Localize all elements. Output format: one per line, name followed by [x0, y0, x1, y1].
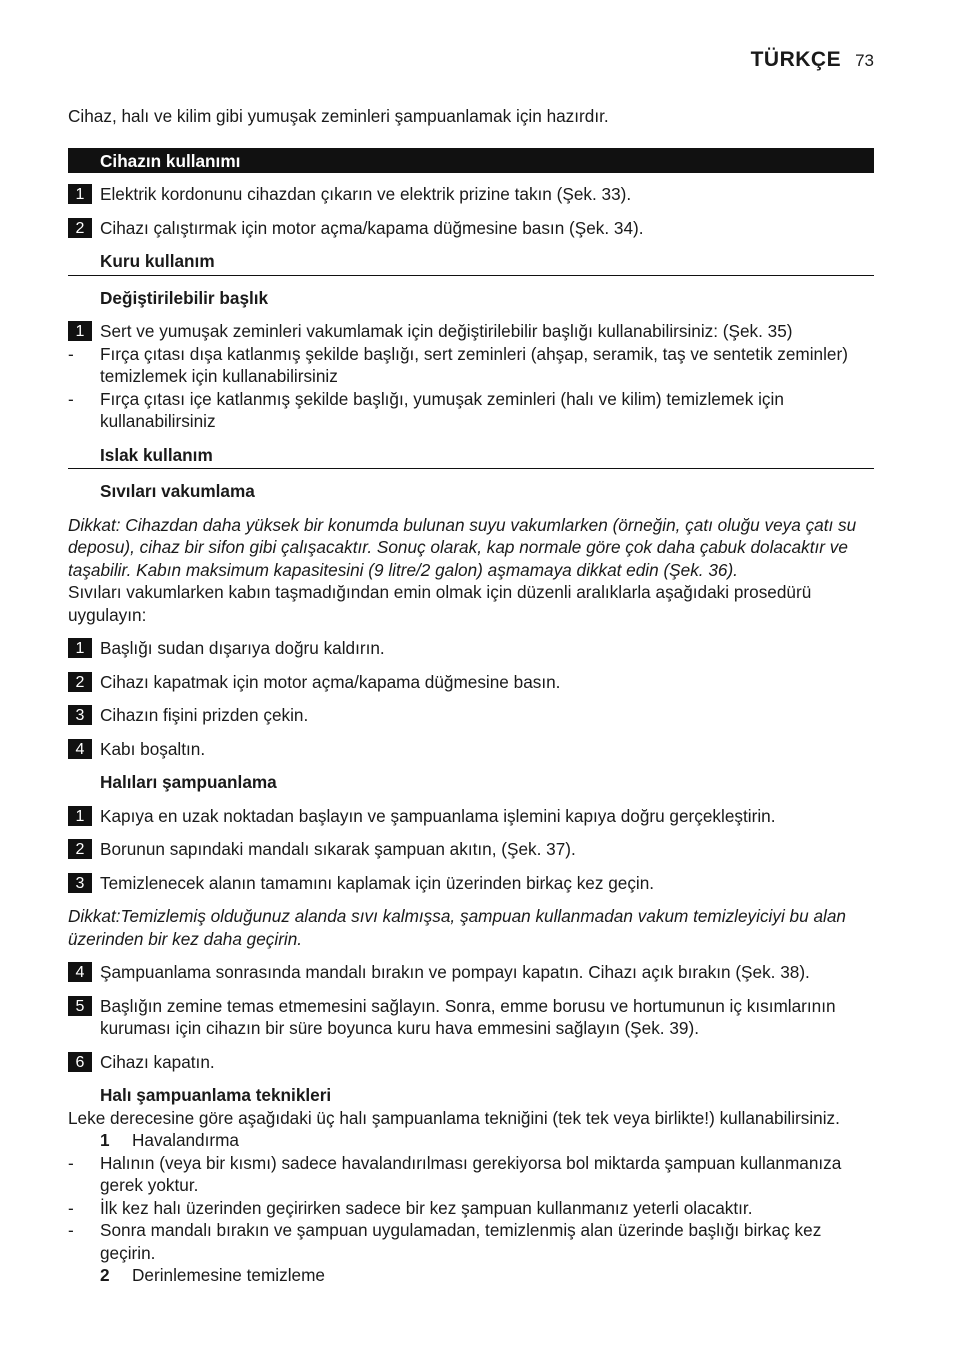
step-text: Cihazı kapatın.: [100, 1051, 215, 1072]
step-number: 6: [68, 1052, 92, 1072]
page-header: [751, 48, 874, 72]
techniques-intro: Leke derecesine göre aşağıdaki üç halı şampuanlama tekniğini (tek tek veya birlikte!) kullanabilirsiniz.: [68, 1107, 840, 1128]
step-text: Cihazın fişini prizden çekin.: [100, 705, 309, 725]
liquid-step-3: [68, 704, 874, 727]
bullet-item: [68, 1197, 874, 1220]
liquid-step-2: [68, 671, 874, 694]
carpet-step-2: [68, 838, 874, 861]
step-number: 3: [68, 873, 92, 893]
bullet-text: Sonra mandalı bırakın ve şampuan uygulamadan, temizlenmiş alan üzerinde başlığı birkaç kez geçirin.: [100, 1220, 822, 1263]
step-number: 3: [68, 705, 92, 725]
carpet-step-6: [68, 1051, 874, 1074]
technique-number: 2: [100, 1265, 110, 1285]
carpet-step-5: [68, 995, 874, 1040]
usage-step-1: [68, 183, 874, 206]
bullet-item: [68, 1152, 874, 1197]
step-number: 1: [68, 321, 92, 341]
language-label: TÜRKÇE: [750, 48, 842, 71]
step-text: Şampuanlama sonrasında mandalı bırakın ve pompayı kapatın. Cihazı açık bırakın (Şek. 38).: [100, 962, 810, 982]
section-band-usage: Cihazın kullanımı: [68, 148, 874, 174]
bullet-text: Halının (veya bir kısmı) sadece havalandırılması gerekiyorsa bol miktarda şampuan kullanmanıza gerek yoktur.: [100, 1152, 842, 1195]
caution-residual-liquid: Dikkat:Temizlemiş olduğunuz alanda sıvı kalmışsa, şampuan kullanmadan vakum temizleyiciyi bu alan üzerinden bir kez daha geçirin.: [68, 906, 846, 949]
step-number: 5: [68, 996, 92, 1016]
technique-2: [68, 1264, 874, 1287]
bullet-dash: -: [68, 1152, 74, 1173]
usage-step-2: [68, 217, 874, 240]
dry-bullet-list: [68, 343, 874, 433]
page-number: 73: [855, 51, 874, 70]
technique-number: 1: [100, 1130, 110, 1150]
step-text: Kabı boşaltın.: [100, 738, 206, 759]
bullet-dash: -: [68, 343, 74, 364]
step-number: 2: [68, 839, 92, 859]
carpet-step-4: [68, 961, 874, 984]
bullet-dash: -: [68, 1197, 74, 1218]
liquid-step-1: [68, 637, 874, 660]
heading-interchangeable-nozzle: Değiştirilebilir başlık: [100, 287, 269, 308]
step-number: 1: [68, 184, 92, 204]
caution-siphon: Dikkat: Cihazdan daha yüksek bir konumda bulunan suyu vakumlarken (örneğin, çatı oluğu veya çatı su deposu), cihaz bir sifon gibi çalışacaktır. Sonuç olarak, kap normale göre çok daha çabuk dolacaktır ve taşabilir. Kabın maksimum kapasitesini (9 litre/2 galon) aşmamaya dikkat edin (Şek. 36).: [68, 514, 857, 580]
technique-label: Derinlemesine temizleme: [132, 1265, 325, 1285]
carpet-step-3: [68, 872, 874, 895]
carpet-step-1: [68, 805, 874, 828]
step-text: Temizlenecek alanın tamamını kaplamak için üzerinden birkaç kez geçin.: [100, 872, 655, 893]
step-text: Cihazı çalıştırmak için motor açma/kapama düğmesine basın (Şek. 34).: [100, 217, 644, 238]
dry-step-1: [68, 320, 874, 343]
technique-1: [68, 1129, 874, 1152]
bullet-text: Fırça çıtası içe katlanmış şekilde başlığı, yumuşak zeminleri (halı ve kilim) temizlemek için kullanabilirsiniz: [100, 388, 784, 431]
step-number: 2: [68, 218, 92, 238]
step-number: 1: [68, 806, 92, 826]
liquid-step-4: [68, 738, 874, 761]
bullet-dash: -: [68, 1220, 74, 1240]
bullet-dash: -: [68, 388, 74, 409]
bullet-text: İlk kez halı üzerinden geçirirken sadece bir kez şampuan kullanmanız yeterli olacaktır.: [100, 1197, 753, 1218]
step-text: Başlığı sudan dışarıya doğru kaldırın.: [100, 638, 385, 658]
step-text: Sert ve yumuşak zeminleri vakumlamak için değiştirilebilir başlığı kullanabilirsiniz: (Şek. 35): [100, 321, 793, 341]
step-text: Elektrik kordonunu cihazdan çıkarın ve elektrik prizine takın (Şek. 33).: [100, 184, 632, 204]
bullet-item: [68, 343, 874, 388]
heading-wet-use: Islak kullanım: [68, 444, 874, 470]
step-text: Kapıya en uzak noktadan başlayın ve şampuanlama işlemini kapıya doğru gerçekleştirin.: [100, 805, 776, 826]
bullet-text: Fırça çıtası dışa katlanmış şekilde başlığı, sert zeminleri (ahşap, seramik, taş ve sentetik zeminler) temizlemek için kullanabilirsiniz: [100, 343, 848, 386]
page-content: [68, 105, 874, 1287]
step-text: Başlığın zemine temas etmemesini sağlayın. Sonra, emme borusu ve hortumunun iç kısımlarının kuruması için cihazın bir süre boyunca kuru hava emmesini sağlayın (Şek. 39).: [100, 995, 836, 1038]
step-number: 4: [68, 962, 92, 982]
procedure-paragraph: Sıvıları vakumlarken kabın taşmadığından emin olmak için düzenli aralıklarla aşağıdaki prosedürü uygulayın:: [68, 582, 812, 625]
heading-vacuuming-liquids: Sıvıları vakumlama: [100, 481, 255, 501]
bullet-item: [68, 1219, 874, 1264]
technique-label: Havalandırma: [132, 1130, 239, 1150]
heading-shampoo-techniques: Halı şampuanlama teknikleri: [100, 1085, 332, 1105]
step-text: Cihazı kapatmak için motor açma/kapama düğmesine basın.: [100, 671, 561, 692]
step-number: 2: [68, 672, 92, 692]
intro-paragraph: Cihaz, halı ve kilim gibi yumuşak zeminleri şampuanlamak için hazırdır.: [68, 106, 609, 126]
step-number: 4: [68, 739, 92, 759]
bullet-item: [68, 388, 874, 433]
step-number: 1: [68, 638, 92, 658]
heading-shampooing-carpets: Halıları şampuanlama: [100, 772, 277, 792]
step-text: Borunun sapındaki mandalı sıkarak şampuan akıtın, (Şek. 37).: [100, 839, 576, 859]
heading-dry-use: Kuru kullanım: [68, 250, 874, 276]
